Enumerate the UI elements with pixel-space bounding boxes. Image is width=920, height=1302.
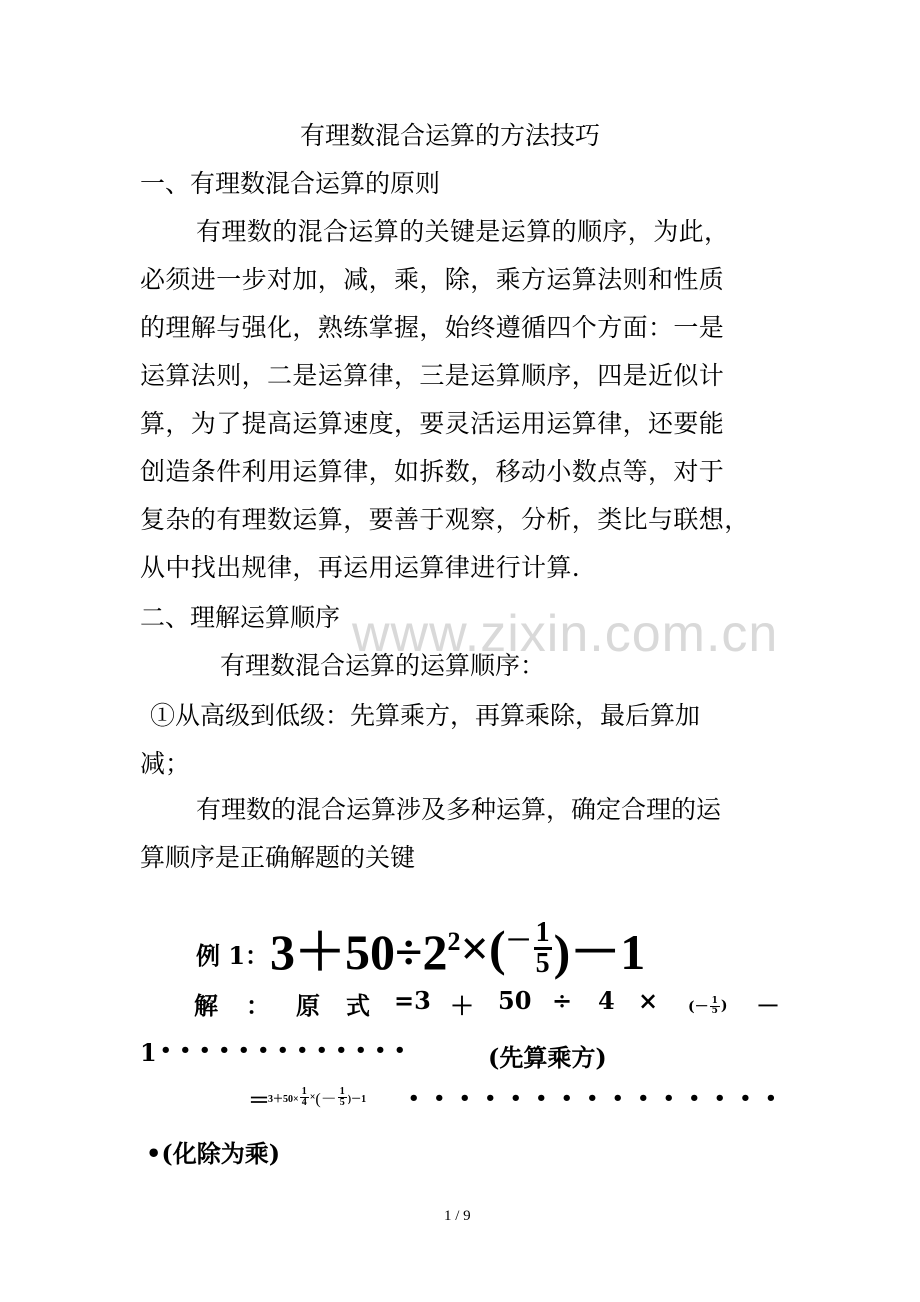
solution-term: － (756, 991, 780, 1020)
section-1-line: 算，为了提高运算速度，要灵活运用运算律，还要能 (140, 409, 725, 438)
section-1-line: 的理解与强化，熟练掌握，始终遵循四个方面：一是 (140, 313, 725, 342)
step-2-note: •(化除为乘) (146, 1139, 281, 1168)
step-2-dots: ••••••••••••••• (408, 1088, 791, 1109)
step-2-eq: ＝ (248, 1088, 271, 1114)
solution-word: 式 (346, 991, 370, 1020)
example-expression (270, 912, 645, 984)
expr-end: )－1 (553, 924, 646, 980)
solution-term: × (638, 986, 659, 1015)
step-2-paren: (－ (315, 1091, 337, 1108)
expr-neg-sign: － (505, 925, 532, 955)
expr-exponent: 2 (447, 927, 461, 956)
step-1-term: 1 (140, 1038, 157, 1067)
solution-term: ＋ (450, 991, 474, 1020)
section-2-paragraph-line: 算顺序是正确解题的关键 (140, 843, 416, 872)
solution-paren-fraction (688, 996, 728, 1016)
step-2-expression (268, 1086, 366, 1109)
fifth-num: 1 (339, 1086, 345, 1097)
solution-term: ÷ (552, 986, 573, 1015)
step-2-part: 3＋50× (268, 1094, 299, 1105)
solution-term: =3 (394, 986, 431, 1015)
quarter-den: 4 (301, 1097, 307, 1108)
solution-term: 50 (498, 986, 532, 1015)
rule-1-line: ①从高级到低级：先算乘方，再算乘除，最后算加 (150, 701, 701, 730)
page-number: 1 / 9 (444, 1208, 471, 1224)
section-1-line: 创造条件利用运算律，如拆数，移动小数点等，对于 (140, 457, 725, 486)
fraction-denominator: 5 (535, 947, 550, 979)
expr-fraction (534, 916, 552, 979)
solution-colon: ： (246, 991, 270, 1020)
step-2-part: × (309, 1092, 316, 1103)
solution-label: 解 (194, 994, 218, 1020)
section-1-line: 复杂的有理数运算，要善于观察，分析，类比与联想， (140, 505, 750, 534)
section-1-line: 必须进一步对加，减，乘，除，乘方运算法则和性质 (140, 265, 725, 294)
fifth-den: 5 (339, 1097, 345, 1108)
solution-word: 原 (296, 991, 320, 1020)
paren-fraction-den: 5 (711, 1005, 718, 1016)
expr-times: ×( (460, 920, 506, 976)
section-1-line: 运算法则，二是运算律，三是运算顺序，四是近似计 (140, 361, 725, 390)
paren-close: ) (720, 998, 728, 1014)
step-1-note: (先算乘方) (488, 1043, 607, 1072)
paren-open: (－ (688, 999, 709, 1015)
quarter-num: 1 (301, 1086, 307, 1097)
paren-fraction-num: 1 (711, 995, 718, 1006)
step-2-fifth (338, 1087, 347, 1108)
example-label: 例 1： (196, 941, 270, 970)
step-1-dots: ••••••••••••• (160, 1040, 414, 1061)
section-1-heading: 一、有理数混合运算的原则 (140, 169, 441, 198)
section-2-subheading: 有理数混合运算的运算顺序： (220, 651, 546, 680)
watermark: www.zixin.com.cn (352, 605, 779, 663)
section-2-heading: 二、理解运算顺序 (140, 603, 341, 632)
rule-1-line: 减； (140, 749, 191, 778)
page-title: 有理数混合运算的方法技巧 (300, 121, 601, 150)
section-2-paragraph-line: 有理数的混合运算涉及多种运算，确定合理的运 (196, 795, 722, 824)
step-2-part: )－1 (347, 1094, 367, 1105)
section-1-line: 从中找出规律，再运用运算律进行计算. (140, 553, 581, 582)
fraction-numerator: 1 (535, 916, 550, 948)
paren-fraction (710, 997, 720, 1016)
step-2-quarter (300, 1087, 309, 1108)
solution-term: 4 (598, 986, 615, 1015)
section-1-line: 有理数的混合运算的关键是运算的顺序，为此， (196, 217, 730, 246)
expr-start: 3＋50÷2 (270, 924, 448, 980)
